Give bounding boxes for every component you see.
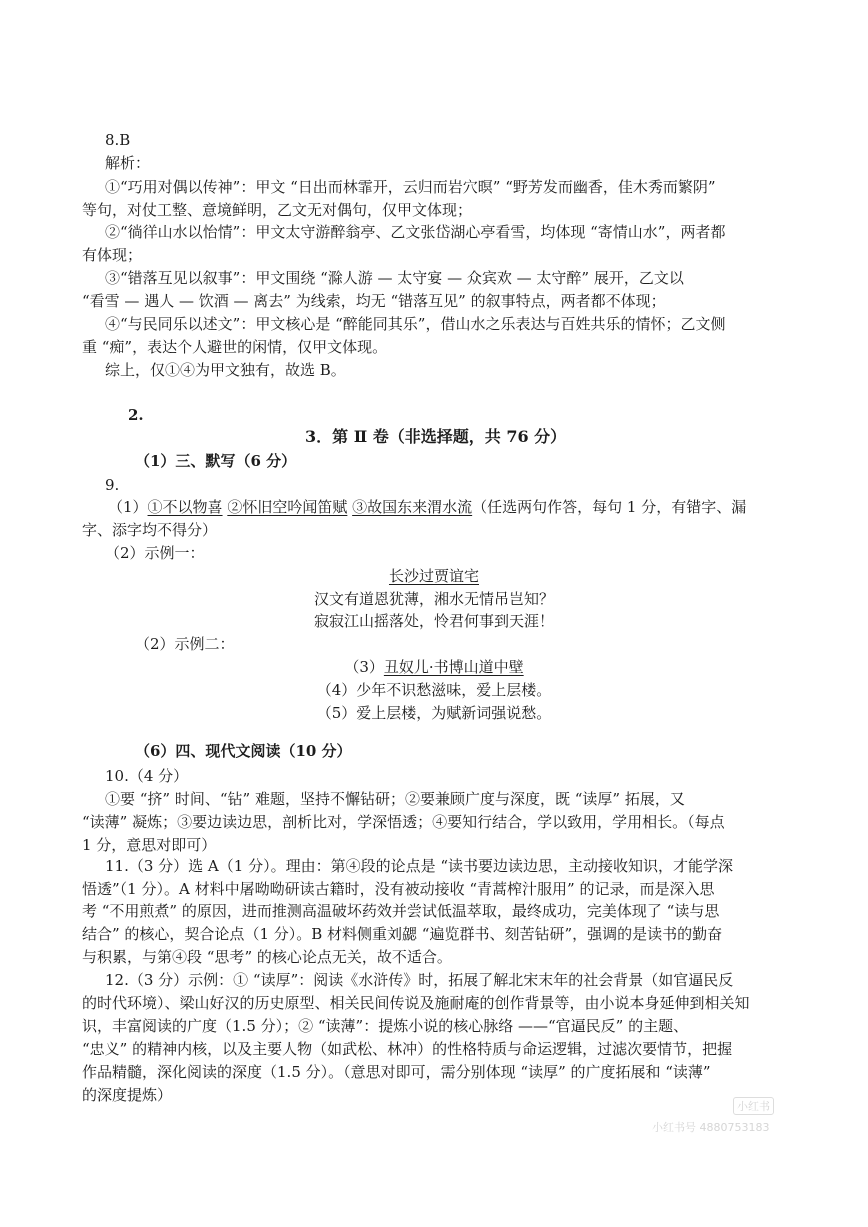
q11-line-3: 考 “不用煎煮” 的原因，进而推测高温破坏药效并尝试低温萃取，最终成功，完美体现了 “读与思 (82, 902, 720, 920)
poem-1-line-1: 汉文有道恩犹薄，湘水无情吊岂知？ (313, 590, 554, 608)
q11-line-2: 悟透”（1 分）。A 材料中屠呦呦研读古籍时，没有被动接收 “青蒿榨汁服用” 的记录，而是深入思 (82, 880, 715, 898)
q11-line-5: 与积累，与第④段 “思考” 的核心论点无关，故不适合。 (82, 948, 452, 966)
q8-line-4: 有体现； (82, 246, 143, 264)
q9-scoring-note: （任选两句作答，每句 1 分，有错字、漏 (472, 498, 747, 516)
q10-line-3: 1 分，意思对即可） (82, 836, 217, 854)
poem-2-title-line (0, 657, 868, 677)
q10-number: 10.（4 分） (105, 767, 189, 785)
q12-line-6: 的深度提炼） (82, 1086, 173, 1104)
section-3-title: 3．第 Ⅱ 卷（非选择题，共 76 分） (305, 427, 567, 446)
q10-line-1: ①要 “挤” 时间、“钻” 难题，坚持不懈钻研；②要兼顾广度与深度，既 “读厚” 拓展，又 (105, 790, 685, 808)
poem-1-title: 长沙过贾谊宅 (388, 567, 479, 585)
q12-line-1: 12.（3 分）示例：① “读厚”：阅读《水浒传》时，拓展了解北宋末年的社会背景（如官逼民反 (105, 971, 734, 989)
poem-1-line-2: 寂寂江山摇落处，怜君何事到天涯！ (313, 612, 554, 630)
example-1-label: （2）示例一： (105, 544, 205, 562)
q9-number: 9. (105, 476, 120, 494)
q9-answer-b: ②怀旧空吟闻笛赋 (227, 498, 348, 516)
part-1-heading: （1）三、默写（6 分） (135, 452, 297, 470)
q9-answer-c: ③故国东来渭水流 (352, 498, 473, 516)
q10-line-2: “读薄” 凝炼；③要边读边思，剖析比对，学深悟透；④要知行结合，学以致用，学用相长。（每点 (82, 813, 725, 831)
q8-line-1: ①“巧用对偶以传神”：甲文 “日出而林霏开，云归而岩穴暝” “野芳发而幽香，佳木秀而繁阴” (105, 178, 716, 196)
q8-line-8: 重 “痴”，表达个人避世的闲情，仅甲文体现。 (82, 338, 388, 356)
q12-line-5: 作品精髓，深化阅读的深度（1.5 分）。（意思对即可，需分别体现 “读厚” 的广度拓展和 “读薄” (82, 1063, 711, 1081)
q12-line-4: “忠义” 的精神内核，以及主要人物（如武松、林冲）的性格特质与命运逻辑，过滤次要情节，把握 (82, 1040, 733, 1058)
poem-2-prefix: （3） (344, 658, 384, 676)
item-2: 2. (128, 406, 144, 424)
example-2-label: （2）示例二： (135, 635, 235, 653)
q8-conclusion: 综上，仅①④为甲文独有，故选 B。 (105, 361, 346, 379)
q9-answer-line-1 (108, 497, 746, 517)
q8-line-6: “看雪 — 遇人 — 饮酒 — 离去” 为线索，均无 “错落互见” 的叙事特点，两者都不体现； (82, 292, 666, 310)
q9-part1-prefix: （1） (108, 498, 148, 516)
q8-title: 8.B (105, 131, 131, 149)
q11-line-1: 11.（3 分）选 A（1 分）。理由：第④段的论点是 “读书要边读边思，主动接收知识，才能学深 (105, 857, 734, 875)
poem-2-title: 丑奴儿·书博山道中壁 (383, 658, 524, 676)
q12-line-2: 的时代环境）、梁山好汉的历史原型、相关民间传说及施耐庵的创作背景等，由小说本身延伸到相关知 (82, 994, 750, 1012)
q12-line-3: 识，丰富阅读的广度（1.5 分）；② “读薄”：提炼小说的核心脉络 ——“官逼民反” 的主题、 (82, 1017, 689, 1035)
q8-line-2: 等句，对仗工整、意境鲜明，乙文无对偶句，仅甲文体现； (82, 201, 473, 219)
watermark-badge: 小红书 (733, 1097, 774, 1115)
poem-2-line-2: （5）爱上层楼，为赋新词强说愁。 (316, 704, 552, 722)
q9-scoring-note-cont: 字、添字均不得分） (82, 521, 218, 539)
watermark-handle: 小红书号 4880753183 (652, 1121, 770, 1134)
q11-line-4: 结合” 的核心，契合论点（1 分）。B 材料侧重刘勰 “遍览群书、刻苦钻研”，强调的是读书的勤奋 (82, 925, 723, 943)
q9-answer-a: ①不以物喜 (147, 498, 223, 516)
q8-line-3: ②“徜徉山水以怡情”：甲文太守游醉翁亭、乙文张岱湖心亭看雪，均体现 “寄情山水”，两者都 (105, 223, 726, 241)
section-4-title: （6）四、现代文阅读（10 分） (135, 742, 352, 760)
analysis-label: 解析： (105, 154, 151, 172)
q8-line-7: ④“与民同乐以述文”：甲文核心是 “醉能同其乐”，借山水之乐表达与百姓共乐的情怀；乙文侧 (105, 315, 726, 333)
poem-2-line-1: （4）少年不识愁滋味，爱上层楼。 (316, 681, 552, 699)
q8-line-5: ③“错落互见以叙事”：甲文围绕 “滁人游 — 太守宴 — 众宾欢 — 太守醉” 展开，乙文以 (105, 269, 684, 287)
